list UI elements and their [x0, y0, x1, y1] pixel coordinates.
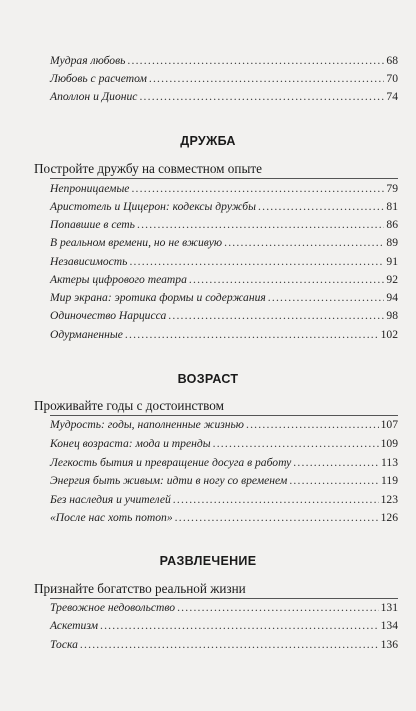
toc-entry-title: Конец возраста: мода и тренды — [50, 437, 211, 450]
dot-leader — [137, 215, 384, 235]
toc-entry-page: 134 — [380, 619, 398, 632]
toc-entry-page: 98 — [386, 309, 398, 322]
dot-leader — [189, 270, 385, 290]
toc-entry-page: 113 — [381, 456, 398, 469]
toc-entry — [50, 51, 398, 71]
dot-leader — [173, 490, 379, 510]
toc-entry-title: Энергия быть живым: идти в ногу со временем — [50, 474, 288, 487]
toc-entry-page: 94 — [386, 291, 398, 304]
toc-entry — [50, 616, 398, 636]
section-subtitle: Постройте дружбу на совместном опыте — [34, 161, 262, 176]
dot-leader — [168, 306, 384, 326]
toc-entry-page: 68 — [386, 54, 398, 67]
dot-leader — [125, 325, 379, 345]
toc-entry-page: 70 — [386, 72, 398, 85]
dot-leader — [139, 87, 384, 107]
toc-entry-page: 74 — [386, 90, 398, 103]
dot-leader — [268, 288, 385, 308]
toc-entry-title: Аполлон и Дионис — [50, 90, 138, 103]
toc-entry — [50, 471, 398, 491]
toc-entry — [50, 635, 398, 655]
section-subtitle: Признайте богатство реальной жизни — [34, 581, 246, 596]
toc-entry — [50, 508, 398, 528]
toc-entry — [50, 233, 398, 253]
dot-leader — [129, 252, 384, 272]
toc-entry-page: 91 — [386, 255, 398, 268]
toc-entry — [50, 69, 398, 89]
dot-leader — [131, 179, 384, 199]
section-heading: РАЗВЛЕЧЕНИЕ — [159, 554, 257, 568]
toc-entry-page: 119 — [381, 474, 398, 487]
toc-entry-title: Независимость — [50, 255, 128, 268]
section-heading: ВОЗРАСТ — [177, 372, 239, 386]
dot-leader — [293, 453, 379, 473]
toc-entry-title: Аскетизм — [50, 619, 98, 632]
toc-entry-title: Тоска — [50, 638, 78, 651]
dot-leader — [177, 598, 379, 618]
toc-entry-title: Без наследия и учителей — [50, 493, 171, 506]
toc-entry-page: 131 — [380, 601, 398, 614]
toc-entry — [50, 598, 398, 618]
toc-entry-page: 107 — [380, 418, 398, 431]
toc-entry — [50, 306, 398, 326]
toc-entry — [50, 415, 398, 435]
toc-entry-page: 136 — [380, 638, 398, 651]
dot-leader — [213, 434, 379, 454]
toc-entry-page: 126 — [380, 511, 398, 524]
toc-entry-title: «После нас хоть потоп» — [50, 511, 173, 524]
dot-leader — [100, 616, 379, 636]
toc-entry-page: 102 — [380, 328, 398, 341]
toc-entry-title: Непроницаемые — [50, 182, 130, 195]
toc-entry-title: Легкость бытия и превращение досуга в работу — [50, 456, 292, 469]
dot-leader — [224, 233, 384, 253]
dot-leader — [80, 635, 379, 655]
dot-leader — [289, 471, 379, 491]
toc-entry-page: 81 — [386, 200, 398, 213]
toc-entry-title: Одурманенные — [50, 328, 123, 341]
toc-entry-title: Актеры цифрового театра — [50, 273, 187, 286]
toc-entry-title: В реальном времени, но не вживую — [50, 236, 223, 249]
toc-entry-page: 86 — [386, 218, 398, 231]
toc-entry — [50, 270, 398, 290]
dot-leader — [149, 69, 385, 89]
toc-entry-page: 89 — [386, 236, 398, 249]
toc-entry — [50, 325, 398, 345]
toc-entry — [50, 490, 398, 510]
toc-entry-page: 109 — [380, 437, 398, 450]
dot-leader — [175, 508, 379, 528]
toc-entry-title: Попавшие в сеть — [50, 218, 135, 231]
toc-entry — [50, 252, 398, 272]
toc-entry — [50, 453, 398, 473]
toc-entry-title: Любовь с расчетом — [50, 72, 147, 85]
toc-entry-title: Аристотель и Цицерон: кодексы дружбы — [50, 200, 256, 213]
dot-leader — [127, 51, 384, 71]
toc-entry-title: Тревожное недовольство — [50, 601, 176, 614]
toc-entry-title: Мудрая любовь — [50, 54, 126, 67]
toc-entry — [50, 179, 398, 199]
toc-entry-title: Мир экрана: эротика формы и содержания — [50, 291, 266, 304]
toc-entry-title: Одиночество Нарцисса — [50, 309, 167, 322]
toc-entry-title: Мудрость: годы, наполненные жизнью — [50, 418, 244, 431]
toc-entry — [50, 197, 398, 217]
toc-entry — [50, 288, 398, 308]
dot-leader — [246, 415, 379, 435]
section-heading: ДРУЖБА — [180, 134, 236, 148]
toc-entry — [50, 215, 398, 235]
toc-entry-page: 92 — [386, 273, 398, 286]
dot-leader — [258, 197, 384, 217]
toc-entry — [50, 434, 398, 454]
toc-entry-page: 79 — [386, 182, 398, 195]
toc-entry — [50, 87, 398, 107]
section-subtitle: Проживайте годы с достоинством — [34, 398, 224, 413]
toc-entry-page: 123 — [380, 493, 398, 506]
